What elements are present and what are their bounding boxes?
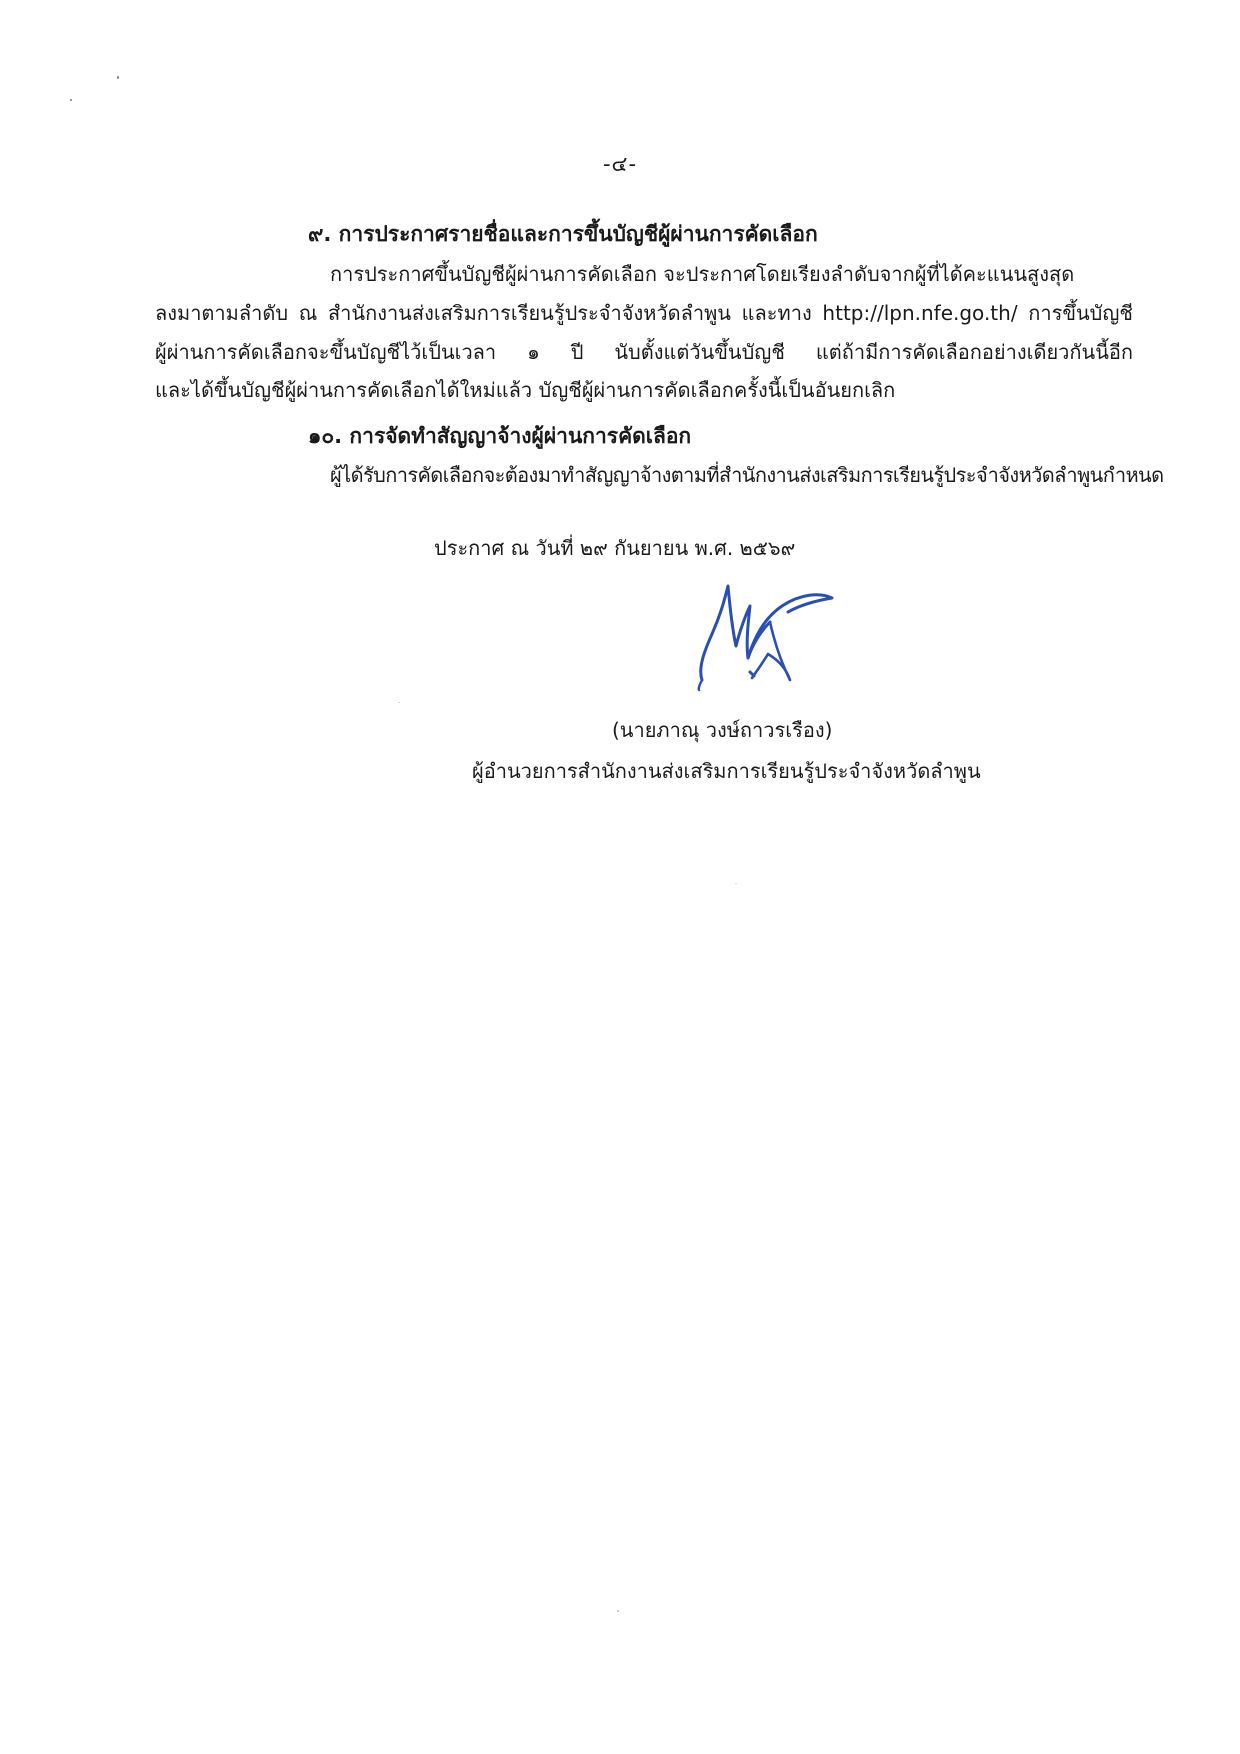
scan-speck <box>398 702 400 703</box>
scan-speck <box>117 76 119 79</box>
handwritten-signature <box>690 568 840 696</box>
body-text-line: ผู้ได้รับการคัดเลือกจะต้องมาทำสัญญาจ้างตามที่สำนักงานส่งเสริมการเรียนรู้ประจำจังหวัดลำพูนกำหนด <box>330 463 1164 487</box>
page-number: -๔- <box>602 152 638 176</box>
signer-name: (นายภาณุ วงษ์ถาวรเรือง) <box>612 718 833 742</box>
signer-title: ผู้อำนวยการสำนักงานส่งเสริมการเรียนรู้ประจำจังหวัดลำพูน <box>472 759 981 783</box>
body-text-line: ผู้ผ่านการคัดเลือกจะขึ้นบัญชีไว้เป็นเวลา ๑ ปี นับตั้งแต่วันขึ้นบัญชี แต่ถ้ามีการคัดเลือกอย่างเดียวกันนี้อีก <box>155 340 1133 364</box>
announcement-date: ประกาศ ณ วันที่ ๒๙ กันยายน พ.ศ. ๒๕๖๙ <box>434 536 796 560</box>
body-text-line: ลงมาตามลำดับ ณ สำนักงานส่งเสริมการเรียนรู้ประจำจังหวัดลำพูน และทาง http://lpn.nfe.go.th/ การขึ้นบัญชี <box>155 301 1133 325</box>
section-heading: ๑๐. การจัดทำสัญญาจ้างผู้ผ่านการคัดเลือก <box>308 424 692 448</box>
body-text-line: การประกาศขึ้นบัญชีผู้ผ่านการคัดเลือก จะประกาศโดยเรียงลำดับจากผู้ที่ได้คะแนนสูงสุด <box>330 262 1075 286</box>
scan-speck <box>735 883 737 884</box>
scan-speck <box>70 99 72 101</box>
section-heading: ๙. การประกาศรายชื่อและการขึ้นบัญชีผู้ผ่านการคัดเลือก <box>308 222 818 246</box>
scan-speck <box>617 1610 619 1612</box>
body-text-line: และได้ขึ้นบัญชีผู้ผ่านการคัดเลือกได้ใหม่แล้ว บัญชีผู้ผ่านการคัดเลือกครั้งนี้เป็นอันยกเลิก <box>155 378 896 402</box>
